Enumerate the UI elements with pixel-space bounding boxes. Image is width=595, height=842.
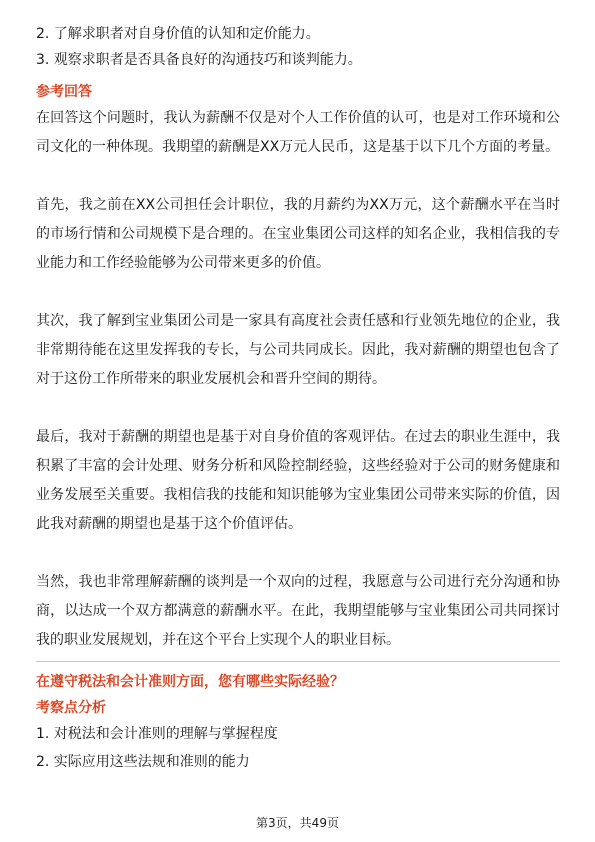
answer-paragraph-3: 其次，我了解到宝业集团公司是一家具有高度社会责任感和行业领先地位的企业，我非常期待能在这里发挥我的专长，与公司共同成长。因此，我对薪酬的期望也包含了对于这份工作所带来的职业发展机会和晋升空间的期待。 <box>36 313 560 387</box>
list-item: 2. 实际应用这些法规和准则的能力 <box>36 754 250 770</box>
paragraph-spacer <box>36 162 560 191</box>
paragraph-spacer <box>36 539 560 568</box>
paragraph-spacer <box>36 278 560 307</box>
answer-heading: 参考回答 <box>36 84 92 100</box>
question-heading: 在遵守税法和会计准则方面，您有哪些实际经验？ <box>36 674 344 690</box>
section-divider <box>36 661 560 662</box>
list-item: 2. 了解求职者对自身价值的认知和定价能力。 <box>36 26 320 42</box>
list-item: 1. 对税法和会计准则的理解与掌握程度 <box>36 726 278 742</box>
document-page <box>36 22 560 774</box>
paragraph-spacer <box>36 394 560 423</box>
analysis-heading: 考察点分析 <box>36 700 106 716</box>
answer-paragraph-1: 在回答这个问题时，我认为薪酬不仅是对个人工作价值的认可，也是对工作环境和公司文化的一种体现。我期望的薪酬是XX万元人民币，这是基于以下几个方面的考量。 <box>36 110 560 155</box>
answer-paragraph-4: 最后，我对于薪酬的期望也是基于对自身价值的客观评估。在过去的职业生涯中，我积累了丰富的会计处理、财务分析和风险控制经验，这些经验对于公司的财务健康和业务发展至关重要。我相信我的技能和知识能够为宝业集团公司带来实际的价值，因此我对薪酬的期望也是基于这个价值评估。 <box>36 429 560 532</box>
page-number: 第3页，共49页 <box>256 816 339 830</box>
list-item: 3. 观察求职者是否具备良好的沟通技巧和谈判能力。 <box>36 52 362 68</box>
answer-paragraph-5: 当然，我也非常理解薪酬的谈判是一个双向的过程，我愿意与公司进行充分沟通和协商，以达成一个双方都满意的薪酬水平。在此，我期望能够与宝业集团公司共同探讨我的职业发展规划，并在这个平台上实现个人的职业目标。 <box>36 574 560 648</box>
answer-paragraph-2: 首先，我之前在XX公司担任会计职位，我的月薪约为XX万元，这个薪酬水平在当时的市场行情和公司规模下是合理的。在宝业集团公司这样的知名企业，我相信我的专业能力和工作经验能够为公司带来更多的价值。 <box>36 197 560 271</box>
